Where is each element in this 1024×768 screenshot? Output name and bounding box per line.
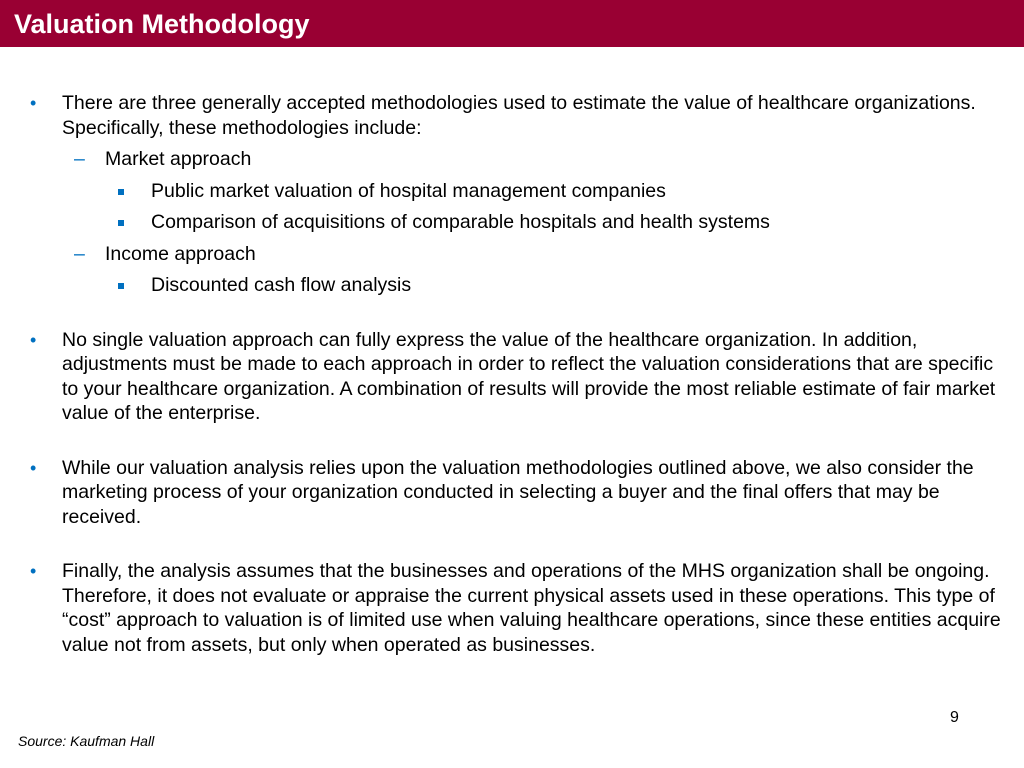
sub-bullet-item [30, 147, 1014, 172]
bullet-text: No single valuation approach can fully express the value of the healthcare organization. In addition, adjustments must be made to each approach in order to reflect the valuation considerations that are specific to your healthcare organization. A combination of results will provide the most reliable estimate of fair market value of the enterprise. [62, 328, 996, 424]
bullet-icon: • [30, 561, 37, 581]
bullet-text: Finally, the analysis assumes that the businesses and operations of the MHS organization shall be ongoing. Therefore, it does not evaluate or appraise the current physical assets used in these operations. This type of “cost” approach to valuation is of limited use when valuing healthcare operations, since these entities acquire value not from assets, but only when operated as businesses. [62, 560, 1001, 656]
source-note: Source: Kaufman Hall [18, 733, 155, 749]
bullet-item [30, 559, 1014, 657]
sub-bullet-text: Market approach [105, 148, 252, 170]
slide-content [30, 91, 1014, 687]
sub-bullet-item [30, 242, 1014, 267]
page-number: 9 [950, 709, 959, 726]
sub-sub-bullet-item [30, 179, 1014, 204]
bullet-text: There are three generally accepted methodologies used to estimate the value of healthcare organizations. Specifically, these methodologies include: [62, 92, 976, 139]
sub-sub-bullet-item [30, 210, 1014, 235]
bullet-icon: • [30, 329, 37, 350]
dash-icon: – [74, 242, 85, 265]
bullet-block [30, 328, 1014, 426]
bullet-block [30, 559, 1014, 657]
bullet-text: While our valuation analysis relies upon the valuation methodologies outlined above, we also consider the marketing process of your organization conducted in selecting a buyer and the final offers that may be received. [62, 456, 974, 528]
slide-title: Valuation Methodology [14, 9, 310, 39]
sub-bullet-text: Income approach [105, 242, 256, 265]
square-bullet-icon [118, 189, 124, 195]
bullet-item [30, 91, 1014, 140]
sub-sub-bullet-text: Comparison of acquisitions of comparable hospitals and health systems [151, 211, 770, 233]
square-bullet-icon [118, 220, 124, 226]
bullet-item [30, 456, 1014, 530]
sub-sub-bullet-text: Discounted cash flow analysis [151, 274, 412, 296]
sub-sub-bullet-text: Public market valuation of hospital management companies [151, 179, 666, 202]
bullet-icon: • [30, 457, 37, 478]
bullet-block [30, 91, 1014, 298]
bullet-block [30, 456, 1014, 530]
bullet-icon: • [30, 93, 37, 113]
dash-icon: – [74, 148, 85, 170]
bullet-item [30, 328, 1014, 426]
square-bullet-icon [118, 283, 124, 289]
sub-sub-bullet-item [30, 273, 1014, 298]
title-bar [0, 0, 1024, 47]
